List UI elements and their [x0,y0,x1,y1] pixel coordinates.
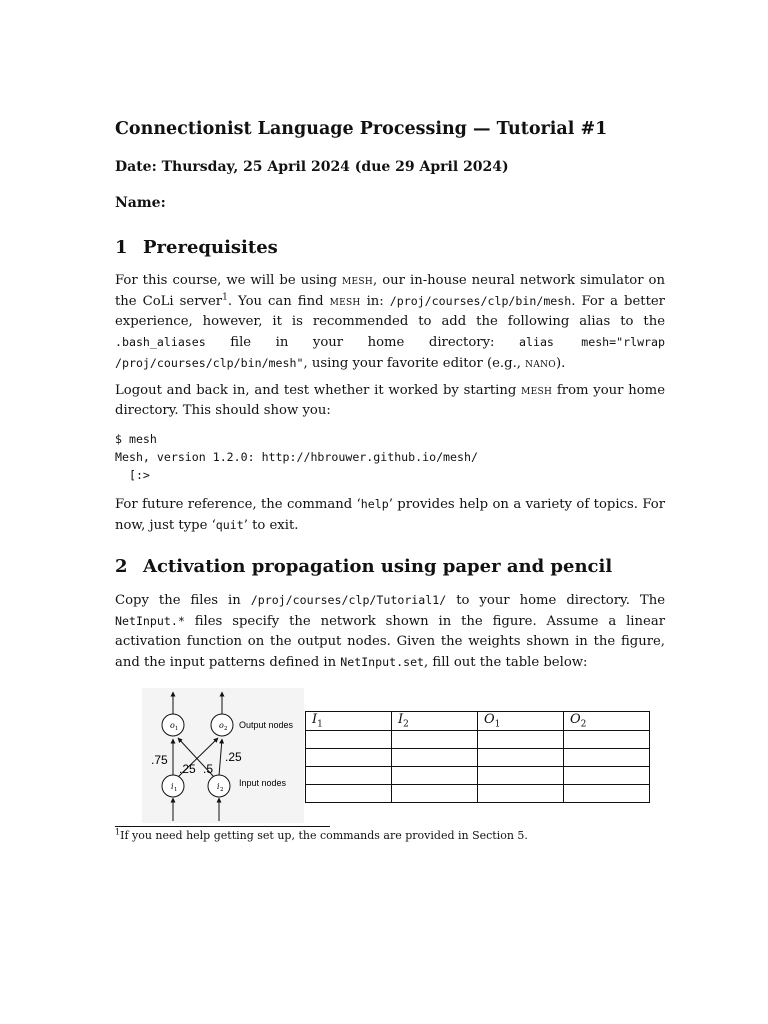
mesh-path: /proj/courses/clp/bin/mesh [389,294,572,308]
weight-label: .75 [151,753,168,767]
answer-cell[interactable] [306,748,392,766]
col-o1-header: $O_1$ [478,712,564,731]
bash-aliases-file: .bash_aliases [115,335,206,349]
weight-label: .25 [179,762,196,776]
section-1-heading [115,237,278,258]
table-row [306,784,650,802]
answer-cell[interactable] [564,730,650,748]
section-2-number: 2 [115,556,128,577]
page-title: Connectionist Language Processing — Tutorial #1 [115,119,608,139]
table-row [306,766,650,784]
answer-cell[interactable] [564,748,650,766]
answer-cell[interactable] [564,766,650,784]
answer-cell[interactable] [478,766,564,784]
svg-text:1: 1 [175,726,179,732]
svg-text:i: i [217,782,220,791]
table-header-row [306,712,650,731]
node-o1 [162,714,184,736]
weight-label: .25 [225,750,242,764]
answer-cell[interactable] [392,730,478,748]
answer-cell[interactable] [564,784,650,802]
alias-command: alias mesh="rlwrap /proj/courses/clp/bin/mesh" [115,335,665,370]
terminal-line: [:> [115,468,150,482]
col-i2-header: $I_2$ [392,712,478,731]
answer-cell[interactable] [478,730,564,748]
terminal-output [115,430,478,484]
node-i1 [162,775,184,797]
input-nodes-label: Input nodes [239,778,287,788]
logout-paragraph: Logout and back in, and test whether it worked by starting mesh from your home directory. This should show you: [115,382,665,418]
node-o2 [211,714,233,736]
prerequisites-paragraph: For this course, we will be using mesh, our in-house neural network simulator on the CoLi server$^1$. You can find mesh in: /proj/courses/clp/bin/mesh. For a better experience, however, it is recommended to add the following alias to the .bash_aliases file in your home directory: alias mesh="rlwrap /proj/courses/clp/bin/mesh", using your favorite editor (e.g., nano). [115,272,665,371]
mesh-name: mesh [342,272,374,287]
svg-text:2: 2 [224,726,228,732]
table-row [306,748,650,766]
table-row [306,730,650,748]
answer-cell[interactable] [392,784,478,802]
footnote-text: If you need help getting set up, the commands are provided in Section 5. [120,829,528,842]
section-1-number: 1 [115,237,128,258]
svg-text:o: o [219,721,224,730]
output-nodes-label: Output nodes [239,720,294,730]
svg-text:1: 1 [174,787,178,793]
answer-cell[interactable] [306,766,392,784]
col-o2-header: $O_2$ [564,712,650,731]
footnote-mark: 1 [115,827,121,837]
node-i2 [208,775,230,797]
answer-cell[interactable] [306,784,392,802]
network-figure [142,688,304,823]
answer-cell[interactable] [478,748,564,766]
answer-cell[interactable] [392,766,478,784]
answer-cell[interactable] [306,730,392,748]
svg-text:2: 2 [220,787,224,793]
footnote-ref[interactable]: 1 [222,292,228,303]
help-paragraph: For future reference, the command ‘help’ provides help on a variety of topics. For now, just type ‘quit’ to exit. [115,497,665,533]
terminal-line: $ mesh [115,432,157,446]
answer-cell[interactable] [478,784,564,802]
col-i1-header: $I_1$ [306,712,392,731]
footnote [115,829,528,842]
activation-paragraph: Copy the files in /proj/courses/clp/Tutorial1/ to your home directory. The NetInput.* files specify the network shown in the figure. Assume a linear activation function on the output nodes. Given the weights shown in the figure, and the input patterns defined in NetInput.set, fill out the table below: [115,593,665,670]
section-2-heading [115,556,612,577]
weight-label: .5 [203,762,214,776]
terminal-line: Mesh, version 1.2.0: http://hbrouwer.github.io/mesh/ [115,450,478,464]
section-2-title: Activation propagation using paper and pencil [143,556,613,577]
name-label: Name: [115,195,166,211]
svg-text:o: o [170,721,175,730]
footnote-divider [115,826,330,827]
svg-text:i: i [171,782,174,791]
due-date: Date: Thursday, 25 April 2024 (due 29 April 2024) [115,159,509,175]
answer-table [305,711,650,803]
section-1-title: Prerequisites [143,237,278,258]
answer-cell[interactable] [392,748,478,766]
